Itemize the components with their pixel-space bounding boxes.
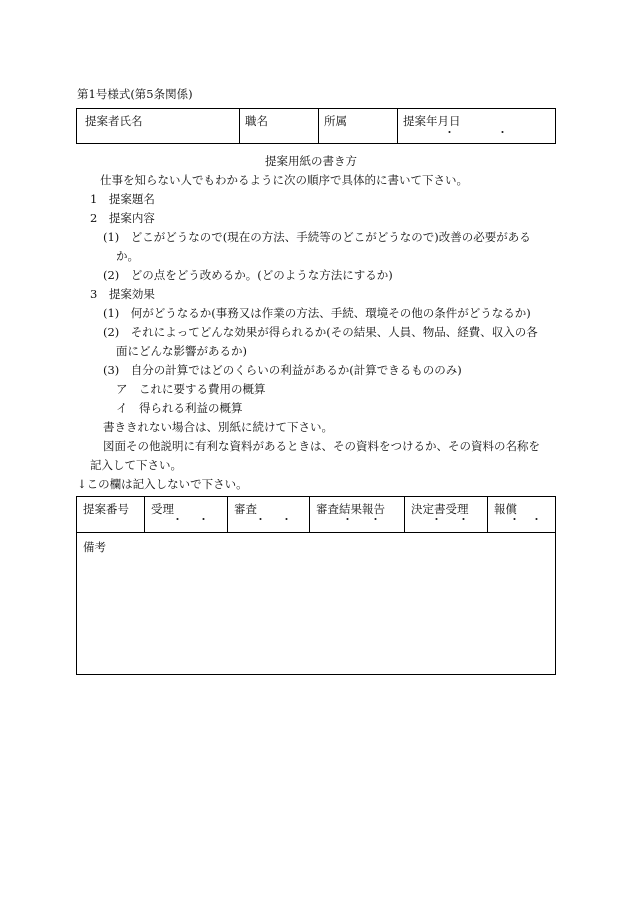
position-label: 職名 (245, 114, 268, 128)
guide-title: 提案用紙の書き方 (265, 154, 357, 168)
form-number: 第1号様式(第5条関係) (77, 87, 193, 101)
receipt-label: 受理 (151, 502, 174, 516)
guide-item: (1) 何がどうなるか(事務又は作業の方法、手続、環境その他の条件がどうなるか) (103, 306, 531, 320)
date-label: 提案年月日 (403, 114, 461, 128)
guide-item: (2) どの点をどう改めるか。(どのような方法にするか) (103, 268, 393, 282)
guide-note: 書ききれない場合は、別紙に続けて下さい。 (103, 420, 333, 434)
date-separator: ・ (431, 513, 442, 526)
guide-item: (1) どこがどうなので(現在の方法、手続等のどこがどうなので)改善の必要がある (103, 230, 531, 244)
affiliation-label: 所属 (324, 114, 347, 128)
date-separator: ・ (255, 513, 266, 526)
date-separator: ・ (370, 513, 381, 526)
date-separator: ・ (198, 513, 209, 526)
guide-section-2: 2 提案内容 (90, 211, 155, 225)
guide-note: 図面その他説明に有利な資料があるときは、その資料をつけるか、その資料の名称を (103, 439, 540, 453)
guide-note-continued: 記入して下さい。 (90, 458, 182, 472)
office-use-notice: ↓この欄は記入しないで下さい。 (77, 477, 248, 491)
date-separator: ・ (531, 513, 542, 526)
review-result-report-label: 審査結果報告 (316, 502, 385, 516)
proposal-number-label: 提案番号 (83, 502, 129, 516)
guide-section-3: 3 提案効果 (90, 287, 155, 301)
date-separator: ・ (281, 513, 292, 526)
office-use-table (76, 496, 556, 675)
guide-subitem: イ 得られる利益の概算 (116, 401, 243, 415)
date-separator: ・ (458, 513, 469, 526)
date-separator: ・ (444, 126, 455, 139)
date-separator: ・ (509, 513, 520, 526)
date-separator: ・ (497, 126, 508, 139)
guide-item-continued: 面にどんな影響があるか) (116, 344, 247, 358)
remarks-label: 備考 (83, 540, 106, 554)
guide-item: (2) それによってどんな効果が得られるか(その結果、人員、物品、経費、収入の各 (103, 325, 538, 339)
proposer-name-label: 提案者氏名 (85, 114, 143, 128)
guide-subitem: ア これに要する費用の概算 (116, 382, 266, 396)
decision-receipt-label: 決定書受理 (411, 502, 469, 516)
reward-label: 報償 (494, 502, 517, 516)
guide-intro: 仕事を知らない人でもわかるように次の順序で具体的に書いて下さい。 (100, 173, 468, 187)
date-separator: ・ (172, 513, 183, 526)
guide-item: (3) 自分の計算ではどのくらいの利益があるか(計算できるもののみ) (103, 363, 462, 377)
proposer-info-table (76, 108, 556, 144)
review-label: 審査 (234, 502, 257, 516)
guide-item-continued: か。 (116, 249, 139, 263)
guide-section-1: 1 提案題名 (90, 192, 155, 206)
date-separator: ・ (342, 513, 353, 526)
